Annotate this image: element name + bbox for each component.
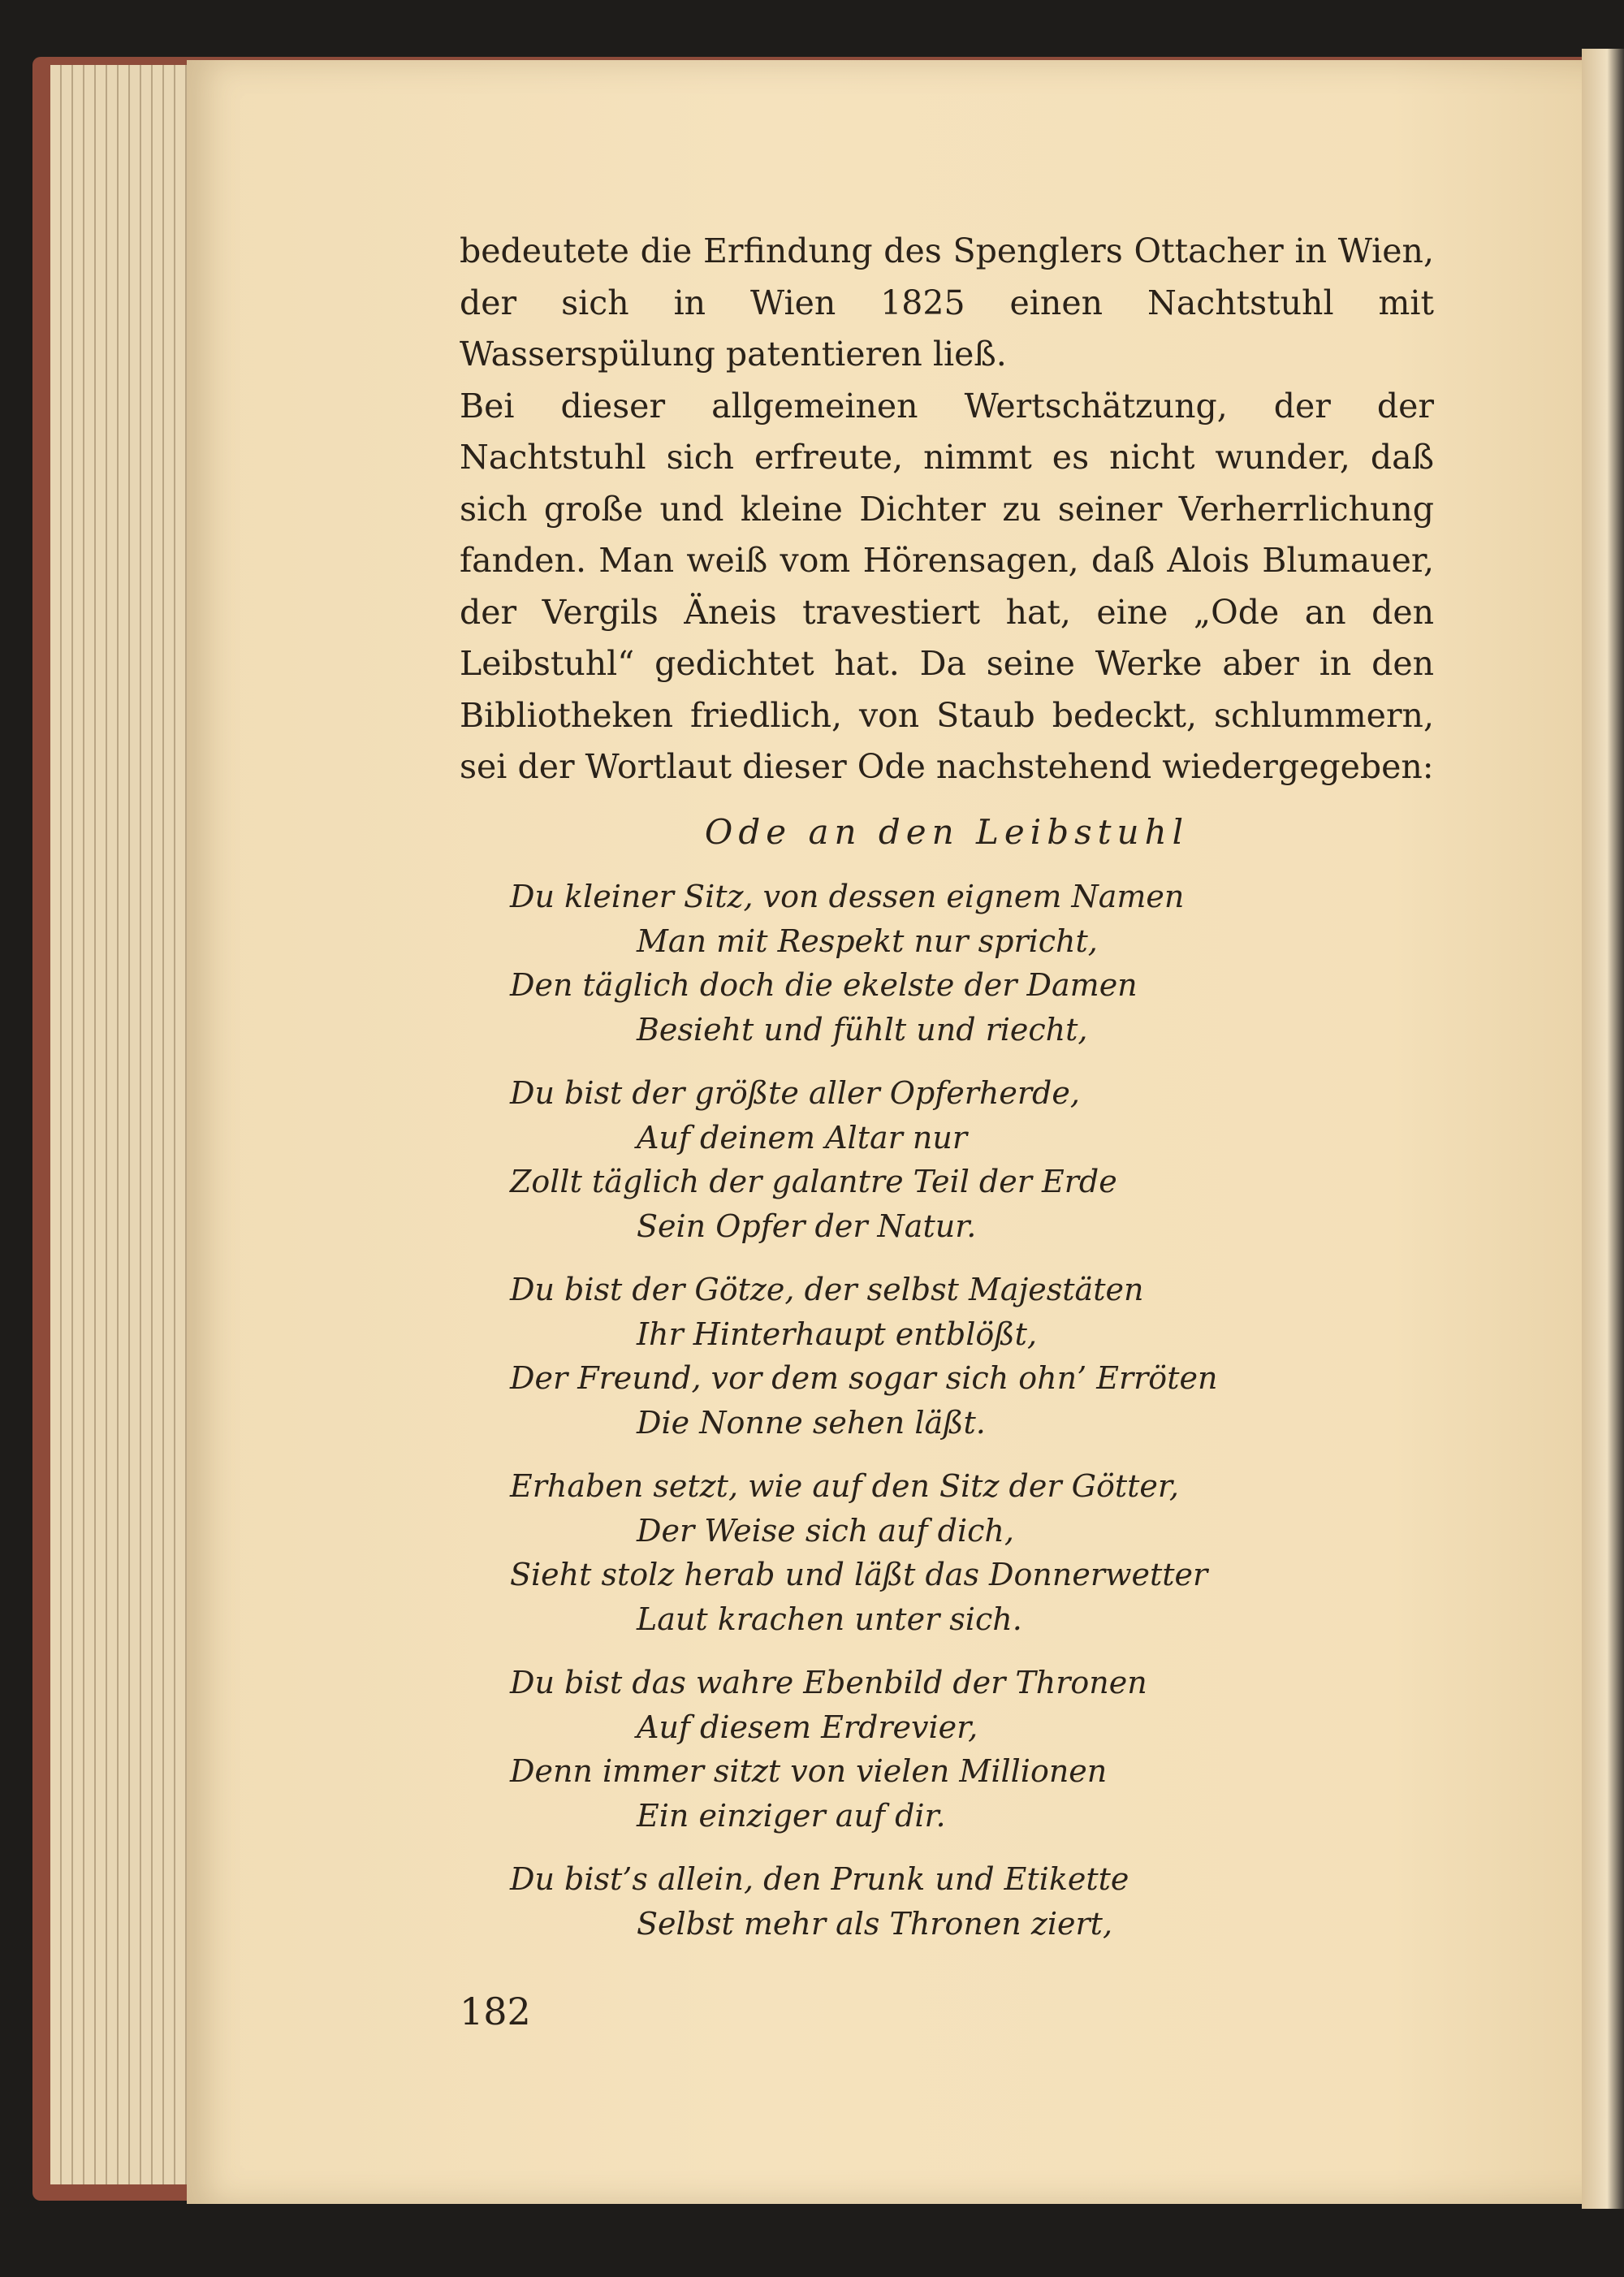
verse-line: Zollt täglich der galantre Teil der Erde: [510, 1164, 1117, 1199]
poem: [510, 875, 1403, 1965]
stanza: [510, 1661, 1403, 1838]
verse-line: Du bist’s allein, den Prunk und Etikette: [510, 1861, 1129, 1897]
verse-line: Ihr Hinterhaupt entblößt,: [637, 1316, 1038, 1352]
verse-line: Sieht stolz herab und läßt das Donnerwetter: [510, 1557, 1208, 1592]
stanza: [510, 1071, 1403, 1248]
verse-line: Du kleiner Sitz, von dessen eignem Namen: [510, 879, 1185, 914]
stanza: [510, 1857, 1403, 1946]
verse-line: Auf diesem Erdrevier,: [637, 1709, 978, 1745]
prose-text: [460, 226, 1434, 793]
stanza: [510, 875, 1403, 1052]
verse-line: Die Nonne sehen läßt.: [637, 1404, 986, 1441]
opposite-page-edge: [1582, 49, 1624, 2209]
prose-paragraph: bedeutete die Erfindung des Spenglers Ottacher in Wien, der sich in Wien 1825 einen Nachtstuhl mit Wasserspülung patentieren ließ.: [460, 231, 1434, 374]
verse-line: Auf deinem Altar nur: [637, 1119, 967, 1156]
verse-line: Du bist der größte aller Opferherde,: [510, 1075, 1080, 1111]
verse-line: Laut krachen unter sich.: [637, 1601, 1022, 1637]
verse-line: Denn immer sitzt von vielen Millionen: [510, 1753, 1108, 1789]
verse-line: Der Freund, vor dem sogar sich ohn’ Erröten: [510, 1360, 1218, 1396]
verse-line: Selbst mehr als Thronen ziert,: [637, 1905, 1113, 1942]
page-number: 182: [460, 1990, 531, 2033]
stanza: [510, 1268, 1403, 1445]
stanza: [510, 1464, 1403, 1641]
verse-line: Man mit Respekt nur spricht,: [637, 922, 1098, 959]
verse-line: Du bist das wahre Ebenbild der Thronen: [510, 1665, 1147, 1700]
prose-paragraph: Bei dieser allgemeinen Wertschätzung, der der Nachtstuhl sich erfreute, nimmt es nicht wunder, daß sich große und kleine Dichter zu seiner Verherrlichung fanden. Man weiß vom Hörensagen, daß Alois Blumauer, der Vergils Äneis travestiert hat, eine „Ode an den Leibstuhl“ gedichtet hat. Da seine Werke aber in den Bibliotheken friedlich, von Staub bedeckt, schlummern, sei der Wortlaut dieser Ode nachstehend wiedergegeben:: [460, 386, 1434, 786]
poem-title: Ode an den Leibstuhl: [704, 812, 1190, 852]
verse-line: Besieht und fühlt und riecht,: [637, 1011, 1088, 1048]
verse-line: Du bist der Götze, der selbst Majestäten: [510, 1272, 1144, 1307]
verse-line: Den täglich doch die ekelste der Damen: [510, 967, 1138, 1003]
verse-line: Der Weise sich auf dich,: [637, 1512, 1014, 1549]
verse-line: Sein Opfer der Natur.: [637, 1208, 977, 1244]
verse-line: Ein einziger auf dir.: [637, 1797, 946, 1834]
verse-line: Erhaben setzt, wie auf den Sitz der Götter,: [510, 1468, 1179, 1504]
